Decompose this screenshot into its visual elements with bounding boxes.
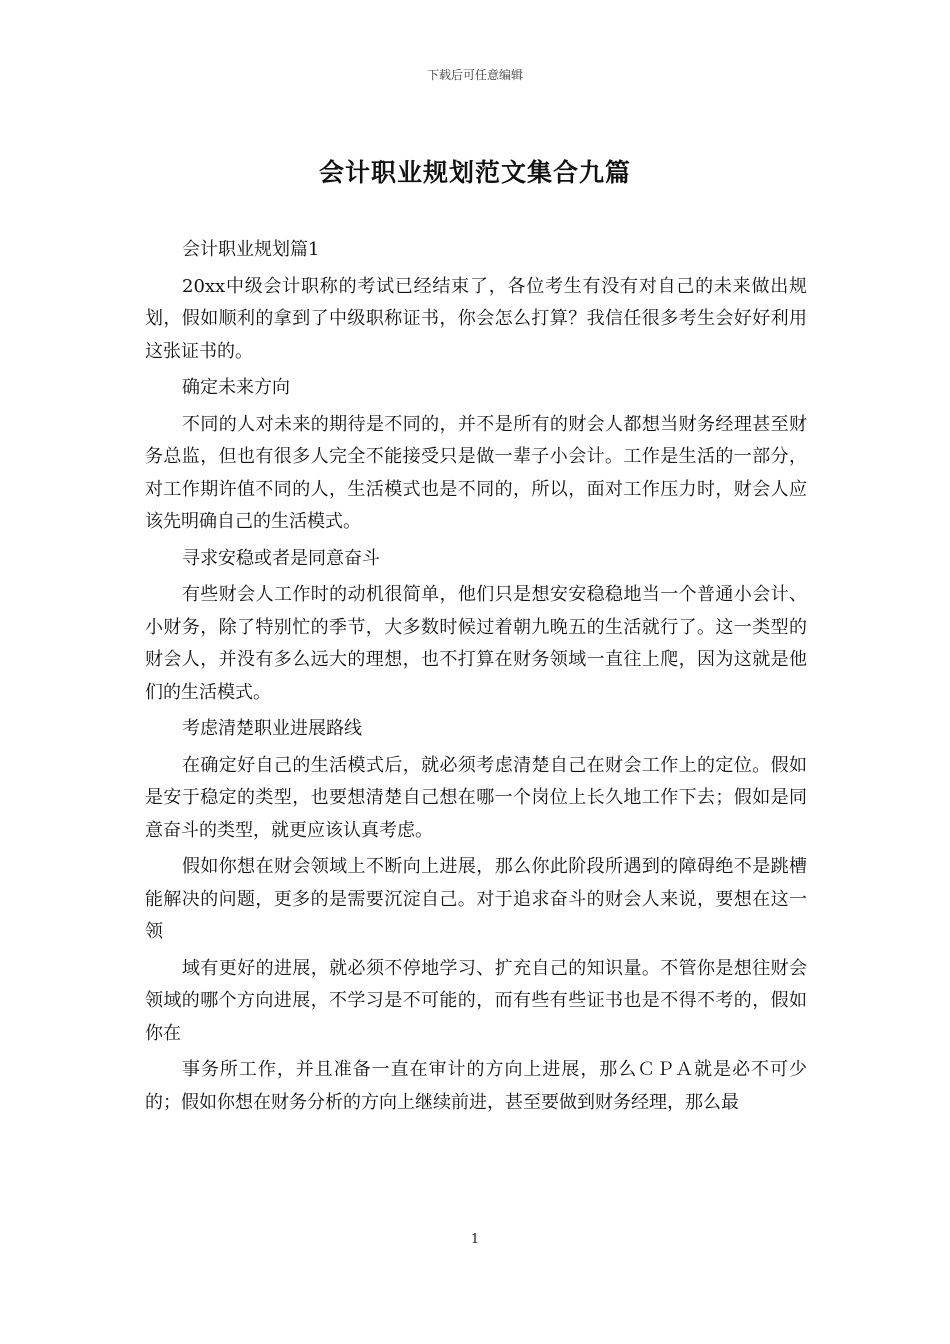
body-paragraph: 域有更好的进展，就必须不停地学习、扩充自己的知识量。不管你是想往财会领域的哪个方向进展，不学习是不可能的，而有些有些证书也是不得不考的，假如你在	[145, 957, 807, 1044]
section-heading: 寻求安稳或者是同意奋斗	[182, 547, 380, 569]
header-note: 下载后可任意编辑	[426, 68, 523, 82]
body-paragraph: 在确定好自己的生活模式后，就必须考虑清楚自己在财会工作上的定位。假如是安于稳定的类型，也要想清楚自己想在哪一个岗位上长久地工作下去；假如是同意奋斗的类型，就更应该认真考虑。	[145, 754, 807, 841]
page-number: 1	[470, 1232, 480, 1247]
body-paragraph: 事务所工作，并且准备一直在审计的方向上进展，那么ＣＰＡ就是必不可少的；假如你想在财务分析的方向上继续前进，甚至要做到财务经理，那么最	[145, 1059, 807, 1113]
section-heading: 确定未来方向	[182, 377, 290, 398]
section-heading: 考虑清楚职业进展路线	[182, 718, 362, 739]
body-paragraph: 有些财会人工作时的动机很简单，他们只是想安安稳稳地当一个普通小会计、小财务，除了特别忙的季节，大多数时候过着朝九晚五的生活就行了。这一类型的财会人，并没有多么远大的理想，也不打算在财务领域一直往上爬，因为这就是他们的生活模式。	[145, 584, 807, 703]
body-paragraph: 不同的人对未来的期待是不同的，并不是所有的财会人都想当财务经理甚至财务总监，但也有很多人完全不能接受只是做一辈子小会计。工作是生活的一部分，对工作期许值不同的人，生活模式也是不同的，所以，面对工作压力时，财会人应该先明确自己的生活模式。	[145, 413, 807, 532]
section-heading: 会计职业规划篇1	[182, 239, 320, 260]
document-body	[145, 234, 807, 1123]
document-title: 会计职业规划范文集合九篇	[318, 158, 631, 187]
body-paragraph: 20xx中级会计职称的考试已经结束了，各位考生有没有对自己的未来做出规划，假如顺利的拿到了中级职称证书，你会怎么打算？我信任很多考生会好好利用这张证书的。	[145, 275, 807, 362]
body-paragraph: 假如你想在财会领域上不断向上进展，那么你此阶段所遇到的障碍绝不是跳槽能解决的问题，更多的是需要沉淀自己。对于追求奋斗的财会人来说，要想在这一领	[145, 856, 807, 942]
